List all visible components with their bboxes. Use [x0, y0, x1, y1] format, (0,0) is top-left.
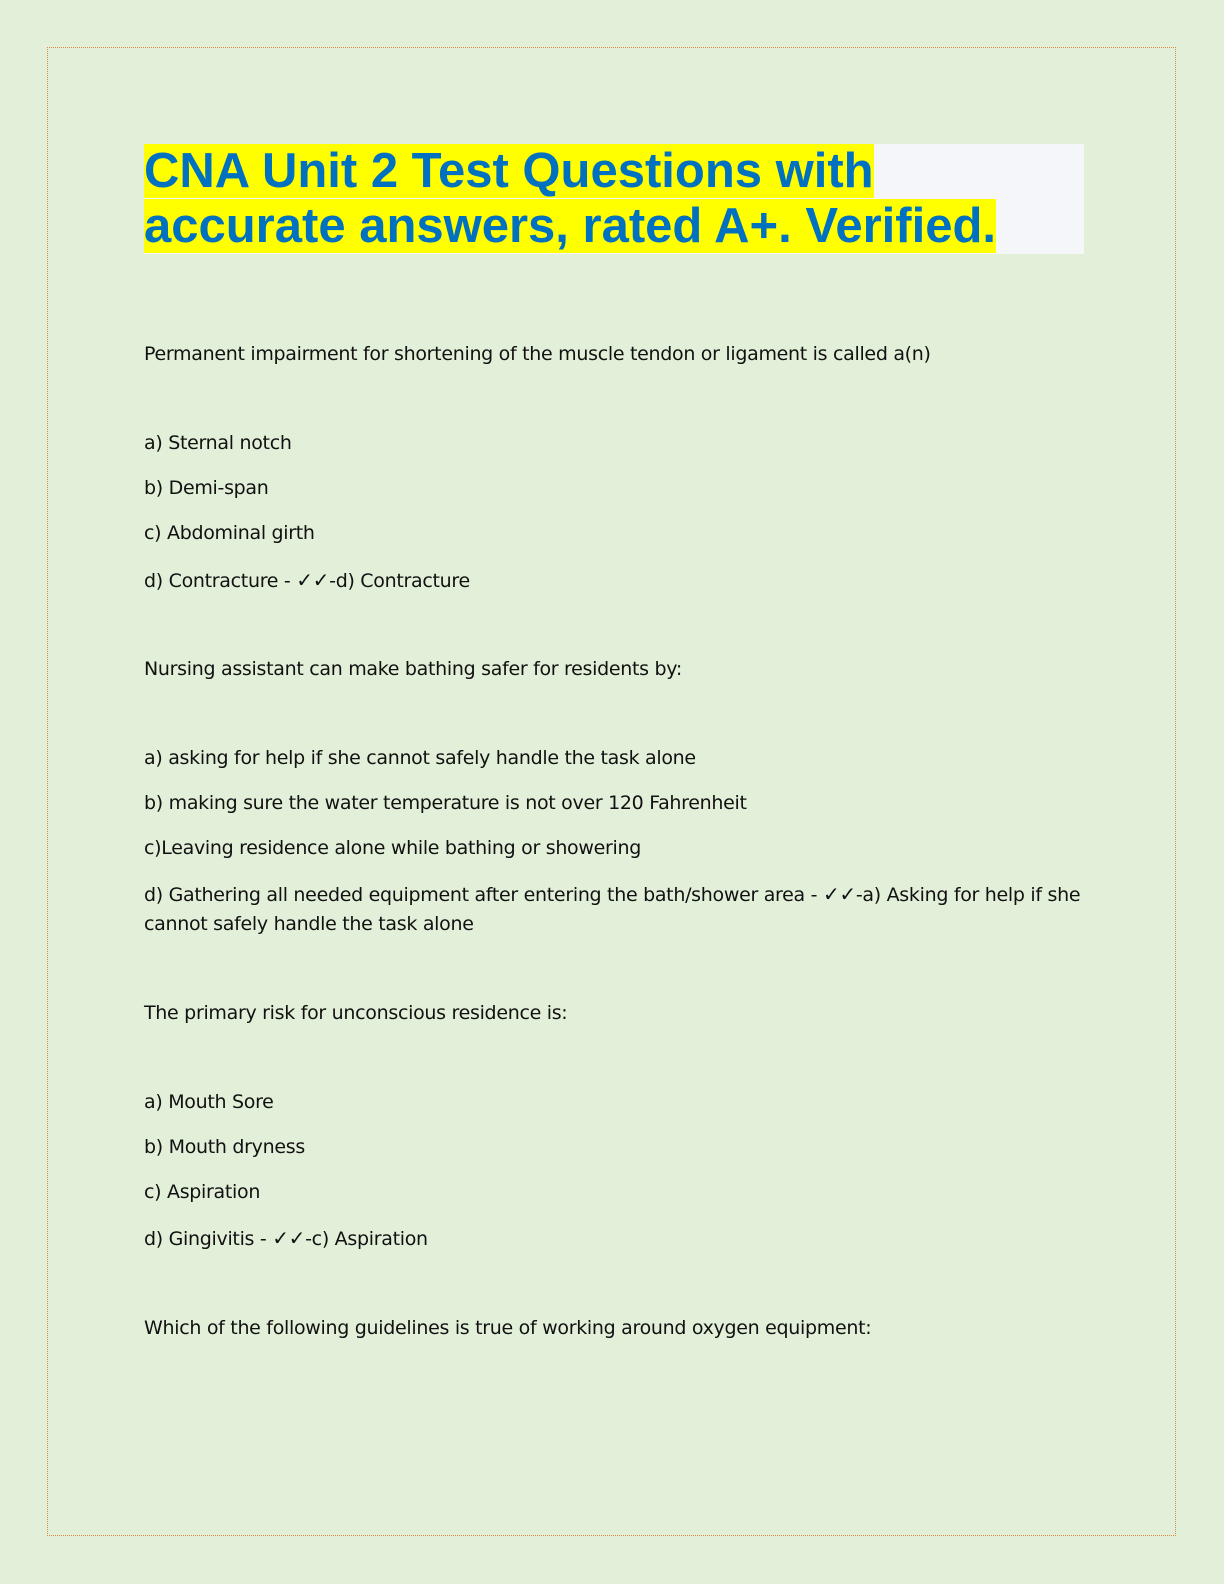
question-3-prompt: The primary risk for unconscious residence is: — [144, 1002, 568, 1024]
question-1-option-c: c) Abdominal girth — [144, 522, 315, 544]
question-3-option-b: b) Mouth dryness — [144, 1136, 305, 1158]
question-2-answer: -a) Asking for help if she cannot safely handle the task alone — [144, 884, 1081, 935]
check-mark-icon: ✓✓ — [272, 1226, 306, 1250]
question-4-prompt: Which of the following guidelines is true of working around oxygen equipment: — [144, 1317, 872, 1339]
question-2-option-b: b) making sure the water temperature is not over 120 Fahrenheit — [144, 792, 747, 814]
question-1-prompt: Permanent impairment for shortening of the muscle tendon or ligament is called a(n) — [144, 343, 931, 365]
question-3-answer: -c) Aspiration — [305, 1228, 428, 1250]
question-1-option-d — [144, 568, 1084, 592]
check-mark-icon: ✓✓ — [822, 882, 856, 906]
question-1-option-a: a) Sternal notch — [144, 432, 292, 454]
question-2-option-d — [144, 880, 1084, 939]
option-d-text: d) Gingivitis - — [144, 1228, 267, 1250]
question-2-option-a: a) asking for help if she cannot safely handle the task alone — [144, 747, 696, 769]
question-2-prompt: Nursing assistant can make bathing safer for residents by: — [144, 658, 682, 680]
question-3-option-a: a) Mouth Sore — [144, 1091, 274, 1113]
question-2-option-c: c)Leaving residence alone while bathing or showering — [144, 837, 642, 859]
check-mark-icon: ✓✓ — [296, 568, 330, 592]
title-highlight: CNA Unit 2 Test Questions with accurate answers, rated A+. Verified. — [144, 144, 997, 253]
option-d-text: d) Contracture - — [144, 570, 291, 592]
option-d-text: d) Gathering all needed equipment after entering the bath/shower area - — [144, 884, 818, 906]
document-title — [144, 144, 1084, 254]
question-3-option-c: c) Aspiration — [144, 1181, 261, 1203]
title-block — [144, 144, 1084, 254]
question-1-answer: -d) Contracture — [329, 570, 470, 592]
question-1-option-b: b) Demi-span — [144, 477, 269, 499]
question-3-option-d — [144, 1226, 1084, 1250]
